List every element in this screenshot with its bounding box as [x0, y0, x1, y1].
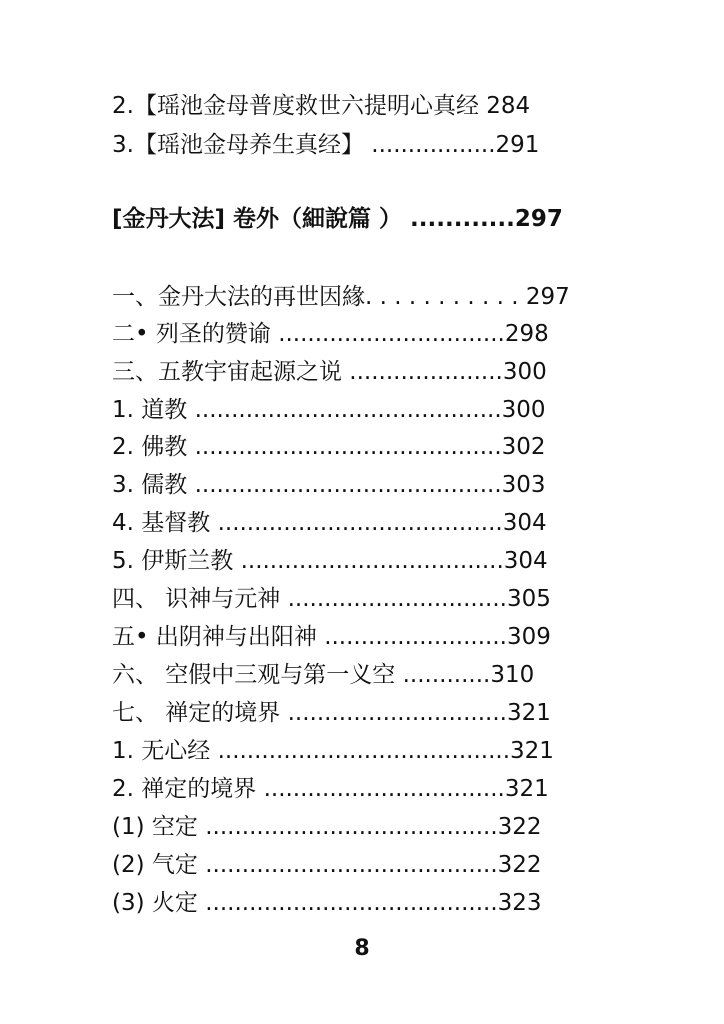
toc-entry: (2) 气定 ........................................322: [112, 852, 542, 878]
toc-entry: (1) 空定 ........................................322: [112, 814, 542, 840]
toc-entry: 1. 道教 ..........................................300: [112, 397, 546, 423]
toc-entry: 六、 空假中三观与第一义空 ............310: [112, 662, 535, 688]
toc-entry: 1. 无心经 ........................................321: [112, 738, 554, 764]
toc-entry: 二• 列圣的赞谕 ...............................298: [112, 321, 549, 347]
toc-entry: 2.【瑶池金母普度救世六提明心真经 284: [112, 93, 531, 119]
section-heading: [金丹大法] 卷外（細說篇 ） ............297: [112, 206, 563, 232]
toc-entry: 五• 出阴神与出阳神 .........................309: [112, 624, 551, 650]
toc-entry: 3.【瑶池金母养生真经】 .................291: [112, 132, 540, 158]
toc-entry: (3) 火定 ........................................323: [112, 890, 542, 916]
page-number: 8: [354, 936, 370, 961]
toc-entry: 七、 禅定的境界 ..............................321: [112, 700, 551, 726]
toc-entry: 一、金丹大法的再世因緣. . . . . . . . . . . 297: [112, 284, 570, 310]
toc-entry: 三、五教宇宙起源之说 .....................300: [112, 359, 547, 385]
toc-entry: 5. 伊斯兰教 ....................................304: [112, 548, 548, 574]
toc-entry: 四、 识神与元神 ..............................305: [112, 586, 551, 612]
toc-entry: 2. 禅定的境界 .................................321: [112, 776, 549, 802]
toc-entry: 4. 基督教 .......................................304: [112, 510, 547, 536]
toc-entry: 2. 佛教 ..........................................302: [112, 434, 546, 460]
toc-entry: 3. 儒教 ..........................................303: [112, 472, 546, 498]
